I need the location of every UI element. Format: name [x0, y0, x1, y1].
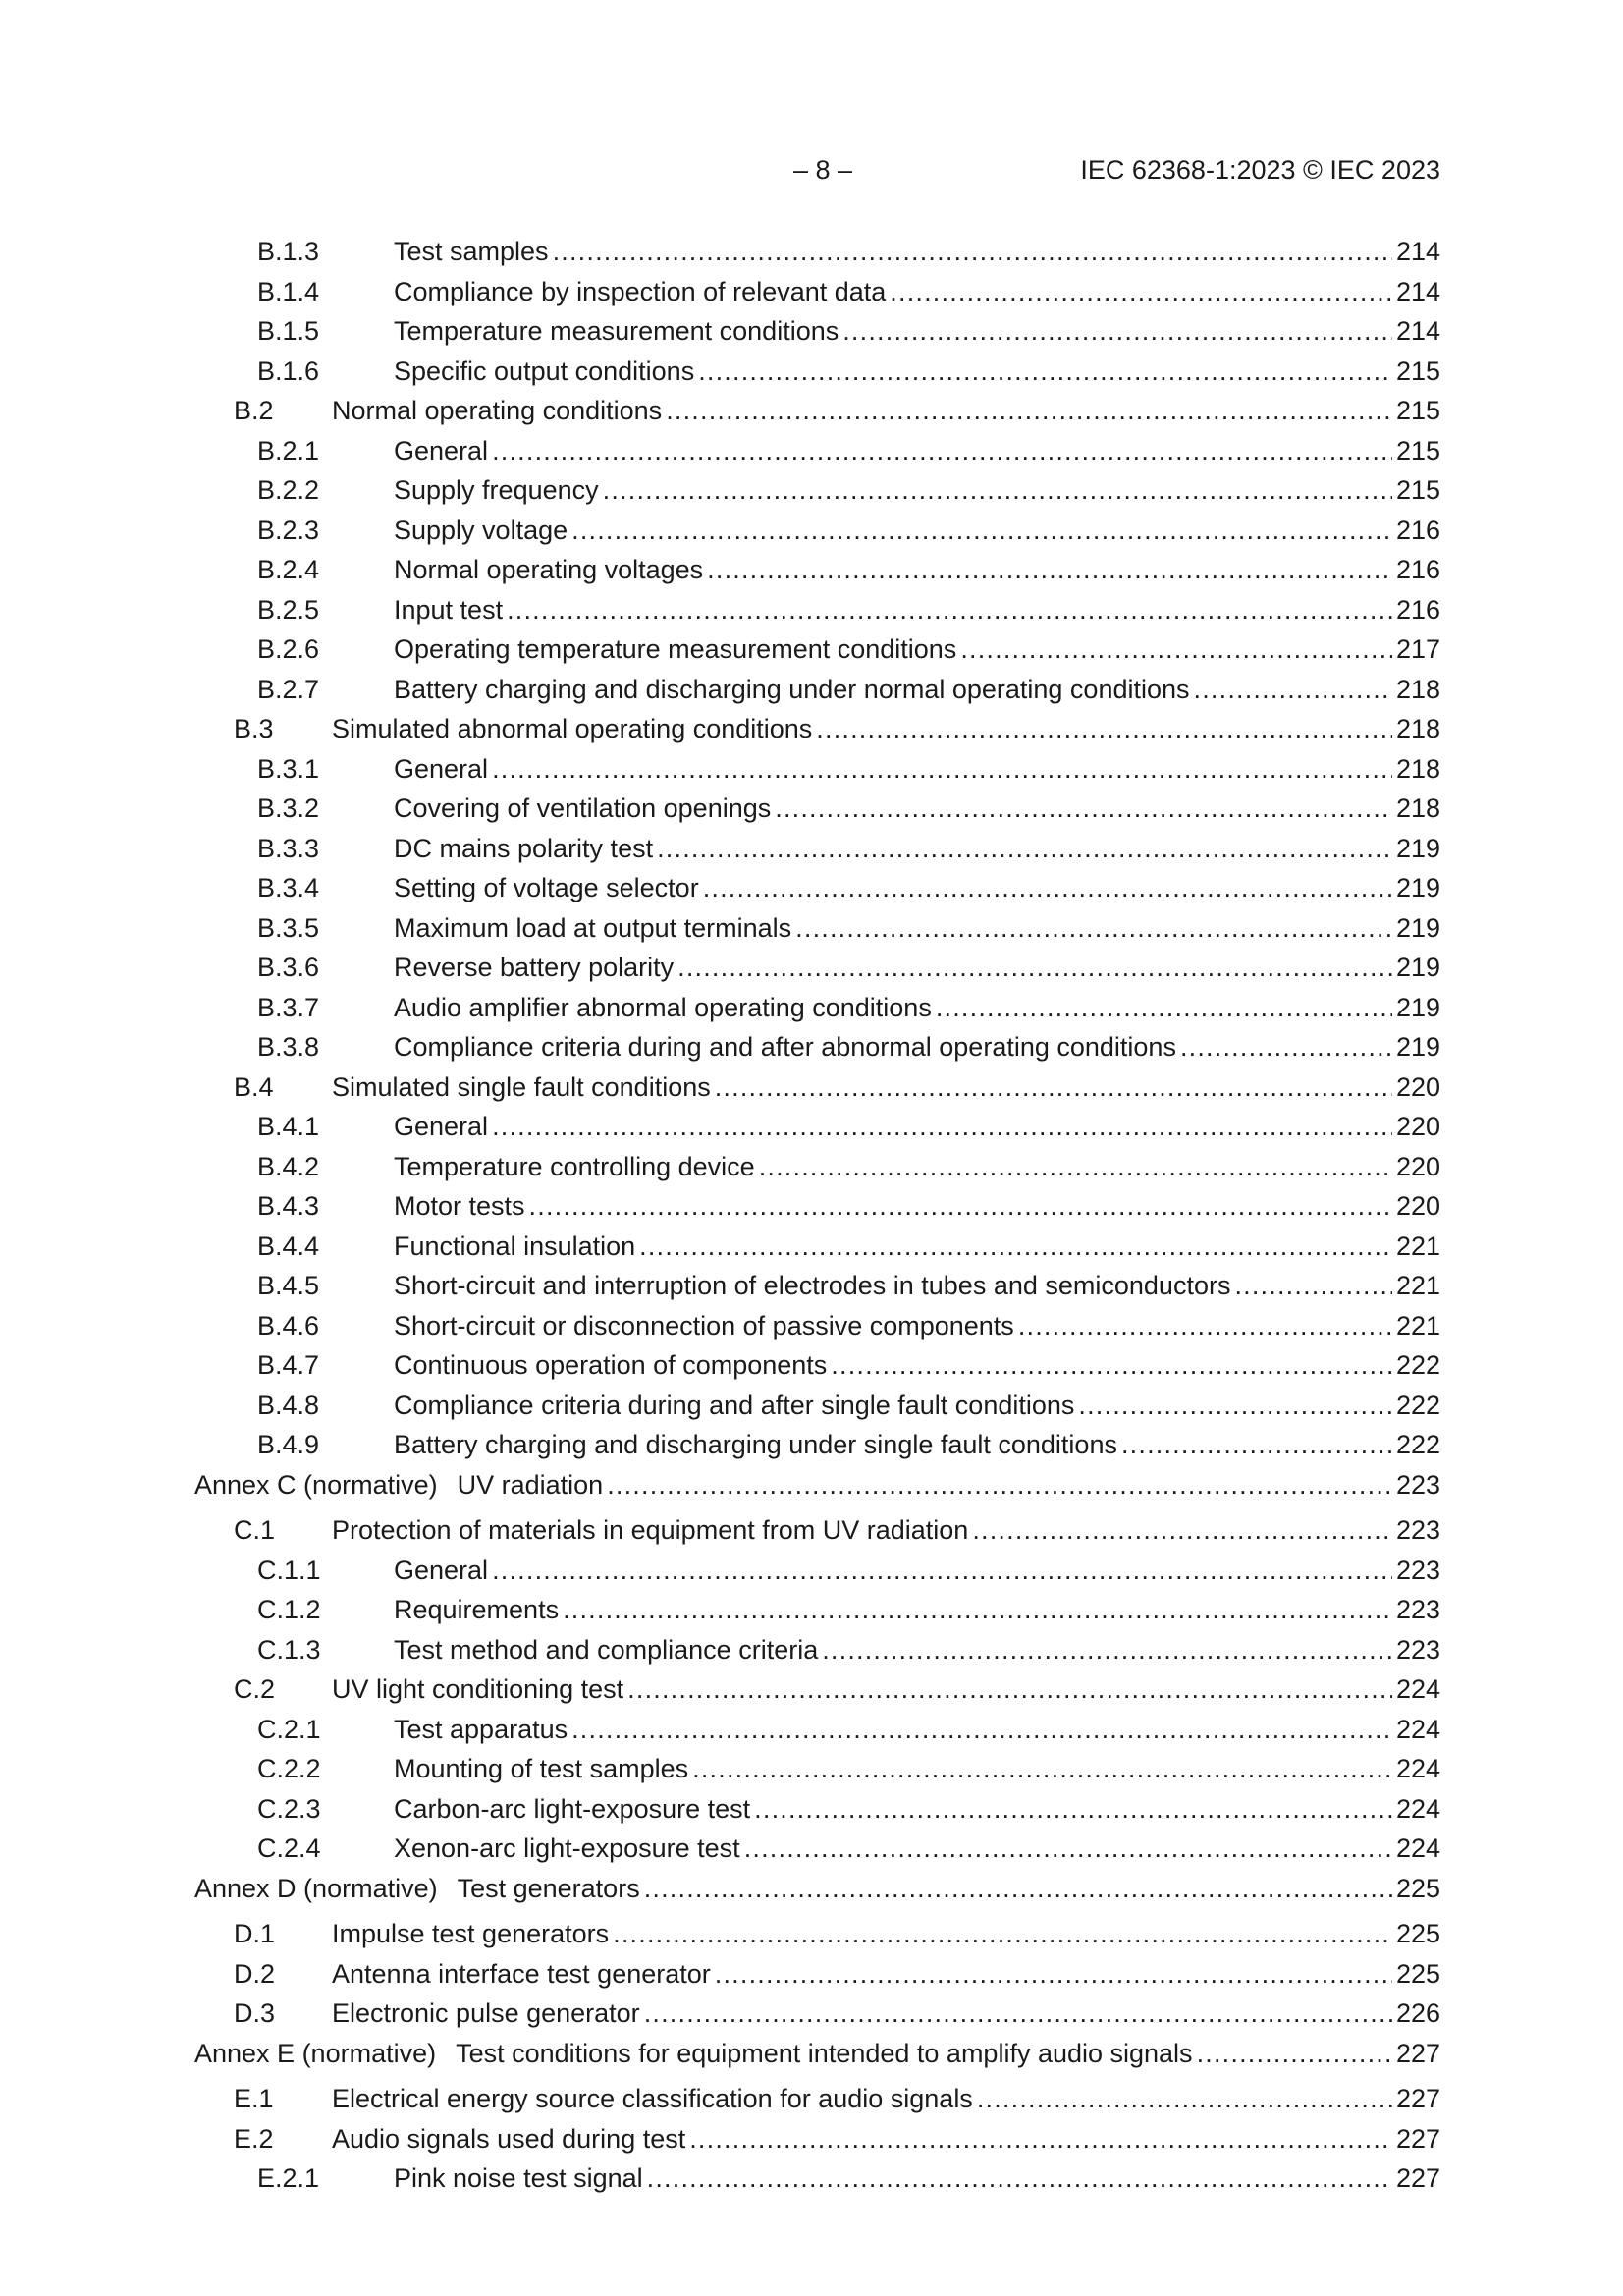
- dot-leader: [689, 2119, 1392, 2159]
- toc-entry-page: 219: [1395, 873, 1440, 902]
- toc-entry-page: 225: [1395, 1958, 1440, 1989]
- toc-entry-title: Impulse test generators: [332, 1919, 610, 1948]
- toc-entry-number: B.4.4: [257, 1230, 320, 1261]
- toc-entry-title: Input test: [394, 594, 504, 625]
- toc-entry-number: B.2.5: [257, 594, 320, 625]
- toc-entry-page: 214: [1395, 316, 1440, 346]
- dot-leader: [603, 470, 1392, 511]
- toc-entry-page: 215: [1395, 435, 1440, 465]
- toc-entry-page: 223: [1395, 1515, 1440, 1545]
- toc-entry-title: General: [394, 1112, 489, 1141]
- toc-entry-page: 216: [1395, 515, 1440, 545]
- toc-entry-number: B.4.1: [257, 1112, 320, 1141]
- dot-leader: [492, 749, 1392, 790]
- toc-entry[interactable]: [0, 1829, 1440, 1869]
- toc-entry[interactable]: [0, 470, 1440, 511]
- toc-entry-number: B.4: [234, 1071, 274, 1102]
- toc-entry-title: Audio amplifier abnormal operating conditions: [394, 992, 932, 1022]
- toc-entry-title: UV light conditioning test: [332, 1674, 624, 1704]
- dot-leader: [644, 1869, 1392, 1909]
- toc-entry[interactable]: [0, 1425, 1440, 1465]
- toc-entry[interactable]: [0, 1669, 1440, 1710]
- toc-entry-page: 218: [1395, 793, 1440, 823]
- toc-entry[interactable]: [0, 1510, 1440, 1551]
- toc-entry-number: C.1.3: [257, 1634, 321, 1665]
- toc-entry-number: B.2.3: [257, 515, 320, 545]
- toc-entry[interactable]: [0, 511, 1440, 551]
- toc-entry-number: E.2.1: [257, 2163, 320, 2193]
- toc-entry[interactable]: [0, 1590, 1440, 1630]
- dot-leader: [816, 709, 1392, 749]
- dot-leader: [936, 988, 1392, 1028]
- dot-leader: [977, 2079, 1392, 2119]
- toc-entry[interactable]: [0, 1266, 1440, 1306]
- toc-entry[interactable]: [0, 749, 1440, 790]
- toc-entry-page: 224: [1395, 1754, 1440, 1783]
- dot-leader: [703, 868, 1392, 908]
- toc-entry[interactable]: [0, 670, 1440, 710]
- toc-entry-number: B.4.3: [257, 1191, 320, 1221]
- toc-entry[interactable]: [0, 868, 1440, 908]
- toc-entry-page: 220: [1395, 1151, 1440, 1181]
- toc-entry-page: 227: [1395, 2084, 1440, 2113]
- dot-leader: [744, 1829, 1392, 1869]
- toc-entry-title: Carbon-arc light-exposure test: [394, 1793, 751, 1824]
- toc-entry[interactable]: [0, 2119, 1440, 2159]
- toc-entry-title: Supply voltage: [394, 515, 568, 545]
- dot-leader: [553, 232, 1392, 272]
- toc-entry-page: 226: [1395, 1998, 1440, 2028]
- toc-entry[interactable]: [0, 1869, 1440, 1909]
- toc-entry-number: B.4.7: [257, 1350, 320, 1380]
- toc-entry[interactable]: [0, 908, 1440, 949]
- toc-entry-page: 225: [1395, 1873, 1440, 1903]
- toc-entry[interactable]: [0, 550, 1440, 590]
- toc-entry-number: B.1.5: [257, 316, 320, 346]
- toc-entry-page: 218: [1395, 753, 1440, 784]
- dot-leader: [492, 1107, 1392, 1147]
- toc-entry-title: Requirements: [394, 1595, 560, 1624]
- toc-entry[interactable]: [0, 629, 1440, 670]
- dot-leader: [692, 1749, 1392, 1789]
- toc-entry-page: 227: [1395, 2163, 1440, 2193]
- toc-entry-title: Temperature controlling device: [394, 1151, 755, 1181]
- toc-entry[interactable]: [0, 2159, 1440, 2199]
- toc-entry-number: C.1.2: [257, 1595, 321, 1624]
- toc-entry-title: General: [394, 435, 489, 465]
- dot-leader: [529, 1186, 1392, 1227]
- toc-entry-number: B.2.7: [257, 674, 320, 704]
- dot-leader: [698, 352, 1392, 392]
- dot-leader: [842, 311, 1392, 352]
- toc-entry-title: Simulated abnormal operating conditions: [332, 714, 813, 743]
- dot-leader: [1234, 1266, 1391, 1306]
- toc-entry-title: Operating temperature measurement conditions: [394, 634, 957, 664]
- toc-entry[interactable]: [0, 948, 1440, 988]
- toc-entry[interactable]: [0, 311, 1440, 352]
- toc-entry[interactable]: [0, 1306, 1440, 1346]
- toc-entry-page: 221: [1395, 1271, 1440, 1300]
- toc-entry-title: Short-circuit or disconnection of passive components: [394, 1310, 1014, 1340]
- toc-entry-page: 219: [1395, 992, 1440, 1022]
- toc-entry-page: 224: [1395, 1833, 1440, 1863]
- toc-entry-page: 215: [1395, 396, 1440, 425]
- toc-entry-title: Normal operating conditions: [332, 396, 663, 425]
- toc-entry-page: 219: [1395, 1032, 1440, 1062]
- toc-entry-number: Annex D (normative): [194, 1873, 438, 1903]
- toc-entry-number: B.2: [234, 396, 274, 425]
- toc-entry-title: Compliance criteria during and after abnormal operating conditions: [394, 1032, 1176, 1062]
- toc-entry-page: 227: [1395, 2038, 1440, 2068]
- dot-leader: [571, 511, 1392, 551]
- toc-entry[interactable]: [0, 1954, 1440, 1995]
- toc-entry-number: B.4.2: [257, 1151, 320, 1181]
- toc-entry-page: 218: [1395, 714, 1440, 743]
- dot-leader: [492, 1551, 1392, 1591]
- toc-entry-title: Specific output conditions: [394, 355, 695, 386]
- toc-entry-title: DC mains polarity test: [394, 833, 654, 863]
- toc-entry-title: Test generators: [457, 1873, 640, 1903]
- dot-leader: [657, 829, 1392, 869]
- page-number: – 8 –: [793, 155, 853, 185]
- toc-entry-number: C.2: [234, 1674, 276, 1704]
- toc-entry-page: 214: [1395, 237, 1440, 266]
- toc-entry-page: 220: [1395, 1071, 1440, 1102]
- toc-entry[interactable]: [0, 709, 1440, 749]
- toc-entry-title: General: [394, 1555, 489, 1585]
- toc-entry-page: 224: [1395, 1674, 1440, 1704]
- toc-entry-page: 215: [1395, 355, 1440, 386]
- toc-entry-number: B.3.4: [257, 873, 320, 902]
- toc-entry-number: B.3.1: [257, 753, 320, 784]
- toc-entry-number: B.3.3: [257, 833, 320, 863]
- toc-entry[interactable]: [0, 789, 1440, 829]
- dot-leader: [1180, 1027, 1392, 1067]
- toc-entry[interactable]: [0, 829, 1440, 869]
- toc-entry-page: 219: [1395, 953, 1440, 982]
- toc-entry-title: Electronic pulse generator: [332, 1998, 640, 2028]
- dot-leader: [890, 272, 1392, 312]
- toc-entry-number: B.3.7: [257, 992, 320, 1022]
- toc-entry-page: 223: [1395, 1469, 1440, 1500]
- dot-leader: [759, 1147, 1392, 1187]
- dot-leader: [677, 948, 1392, 988]
- toc-entry[interactable]: [0, 2034, 1440, 2074]
- toc-entry-number: B.3.8: [257, 1032, 320, 1062]
- toc-entry-title: UV radiation: [457, 1469, 604, 1500]
- toc-entry-title: Test samples: [394, 237, 549, 266]
- dot-leader: [775, 789, 1392, 829]
- toc-entry-title: Electrical energy source classification for audio signals: [332, 2084, 973, 2113]
- toc-entry-page: 224: [1395, 1714, 1440, 1744]
- toc-entry-number: B.1.4: [257, 276, 320, 306]
- dot-leader: [507, 590, 1392, 630]
- toc-entry-page: 219: [1395, 833, 1440, 863]
- toc-entry[interactable]: [0, 1465, 1440, 1505]
- toc-entry-title: Antenna interface test generator: [332, 1958, 711, 1989]
- dot-leader: [822, 1630, 1392, 1670]
- page-header: [0, 155, 1623, 194]
- toc-entry-page: 218: [1395, 674, 1440, 704]
- toc-entry[interactable]: [0, 1107, 1440, 1147]
- toc-entry-number: C.1.1: [257, 1555, 321, 1585]
- toc-entry-page: 223: [1395, 1595, 1440, 1624]
- toc-entry-number: B.2.2: [257, 475, 320, 505]
- toc-entry[interactable]: [0, 391, 1440, 431]
- dot-leader: [1121, 1425, 1392, 1465]
- toc-entry-page: 227: [1395, 2123, 1440, 2154]
- toc-entry-number: B.2.6: [257, 634, 320, 664]
- toc-entry-title: Functional insulation: [394, 1230, 636, 1261]
- toc-entry-page: 217: [1395, 634, 1440, 664]
- toc-entry-number: Annex C (normative): [194, 1469, 438, 1500]
- toc-entry-number: B.4.8: [257, 1390, 320, 1420]
- toc-entry[interactable]: [0, 1386, 1440, 1426]
- toc-entry-title: Battery charging and discharging under single fault conditions: [394, 1430, 1117, 1459]
- dot-leader: [972, 1510, 1392, 1551]
- toc-entry-title: Test conditions for equipment intended to amplify audio signals: [456, 2038, 1193, 2068]
- toc-entry-title: Motor tests: [394, 1191, 525, 1221]
- toc-entry-page: 216: [1395, 594, 1440, 625]
- toc-entry-title: Maximum load at output terminals: [394, 912, 792, 943]
- toc-entry[interactable]: [0, 988, 1440, 1028]
- dot-leader: [707, 550, 1392, 590]
- dot-leader: [795, 908, 1392, 949]
- toc-entry-number: D.2: [234, 1958, 276, 1989]
- dot-leader: [647, 2159, 1392, 2199]
- toc-entry-number: B.4.6: [257, 1310, 320, 1340]
- toc-entry[interactable]: [0, 1147, 1440, 1187]
- toc-entry-title: Protection of materials in equipment from UV radiation: [332, 1515, 969, 1545]
- toc-entry-number: D.1: [234, 1919, 276, 1948]
- dot-leader: [1194, 670, 1392, 710]
- toc-entry-number: C.2.3: [257, 1793, 321, 1824]
- toc-entry-title: Xenon-arc light-exposure test: [394, 1833, 740, 1863]
- toc-entry-page: 224: [1395, 1793, 1440, 1824]
- toc-entry-page: 225: [1395, 1919, 1440, 1948]
- dot-leader: [627, 1669, 1392, 1710]
- toc-entry-title: General: [394, 753, 489, 784]
- toc-entry-title: Normal operating voltages: [394, 555, 704, 584]
- toc-entry[interactable]: [0, 1914, 1440, 1954]
- toc-entry-number: B.3.5: [257, 912, 320, 943]
- toc-entry-title: Audio signals used during test: [332, 2123, 686, 2154]
- toc-entry[interactable]: [0, 1749, 1440, 1789]
- toc-entry-title: Setting of voltage selector: [394, 873, 699, 902]
- toc-entry[interactable]: [0, 352, 1440, 392]
- toc-entry-number: B.1.3: [257, 237, 320, 266]
- toc-entry-title: Temperature measurement conditions: [394, 316, 839, 346]
- toc-entry-page: 222: [1395, 1390, 1440, 1420]
- dot-leader: [1018, 1306, 1392, 1346]
- toc-entry-number: C.2.2: [257, 1754, 321, 1783]
- toc-entry-page: 216: [1395, 555, 1440, 584]
- dot-leader: [563, 1590, 1392, 1630]
- dot-leader: [960, 629, 1392, 670]
- toc-entry-number: B.2.4: [257, 555, 320, 584]
- dot-leader: [639, 1227, 1392, 1267]
- toc-entry-page: 214: [1395, 276, 1440, 306]
- dot-leader: [1078, 1386, 1392, 1426]
- toc-entry-number: B.3.6: [257, 953, 320, 982]
- toc-entry-page: 221: [1395, 1230, 1440, 1261]
- toc-entry-title: Simulated single fault conditions: [332, 1071, 711, 1102]
- toc-entry-page: 223: [1395, 1634, 1440, 1665]
- toc-entry[interactable]: [0, 1345, 1440, 1386]
- toc-entry-page: 220: [1395, 1191, 1440, 1221]
- dot-leader: [754, 1789, 1392, 1830]
- toc-entry[interactable]: [0, 2079, 1440, 2119]
- toc-entry-page: 221: [1395, 1310, 1440, 1340]
- toc-entry-title: Covering of ventilation openings: [394, 793, 772, 823]
- toc-entry[interactable]: [0, 1227, 1440, 1267]
- toc-entry-title: Reverse battery polarity: [394, 953, 675, 982]
- toc-entry[interactable]: [0, 1994, 1440, 2034]
- dot-leader: [715, 1067, 1392, 1108]
- dot-leader: [666, 391, 1392, 431]
- dot-leader: [831, 1345, 1392, 1386]
- toc-entry-page: 219: [1395, 912, 1440, 943]
- toc-entry-number: Annex E (normative): [194, 2038, 437, 2068]
- toc-entry-number: B.2.1: [257, 435, 320, 465]
- toc-entry[interactable]: [0, 1551, 1440, 1591]
- dot-leader: [613, 1914, 1392, 1954]
- toc-entry[interactable]: [0, 1630, 1440, 1670]
- toc-entry-title: Mounting of test samples: [394, 1754, 689, 1783]
- toc-entry-number: C.1: [234, 1515, 276, 1545]
- toc-entry[interactable]: [0, 1027, 1440, 1067]
- toc-entry-title: Supply frequency: [394, 475, 599, 505]
- toc-entry-number: E.2: [234, 2123, 274, 2154]
- document-id: IEC 62368-1:2023 © IEC 2023: [1080, 155, 1440, 185]
- toc-entry-number: E.1: [234, 2084, 274, 2113]
- dot-leader: [607, 1465, 1392, 1505]
- toc-entry-page: 222: [1395, 1430, 1440, 1459]
- toc-entry-number: B.1.6: [257, 355, 320, 386]
- dot-leader: [1197, 2034, 1392, 2074]
- toc-entry-title: Test apparatus: [394, 1714, 568, 1744]
- toc-entry[interactable]: [0, 232, 1440, 272]
- toc-entry-title: Short-circuit and interruption of electrodes in tubes and semiconductors: [394, 1271, 1231, 1300]
- toc-entry-number: C.2.4: [257, 1833, 321, 1863]
- dot-leader: [571, 1710, 1392, 1750]
- toc-entry[interactable]: [0, 590, 1440, 630]
- toc-entry-page: 215: [1395, 475, 1440, 505]
- toc-entry-number: C.2.1: [257, 1714, 321, 1744]
- toc-entry-title: Compliance by inspection of relevant data: [394, 276, 887, 306]
- table-of-contents: [0, 232, 1623, 2199]
- toc-entry-page: 223: [1395, 1555, 1440, 1585]
- dot-leader: [644, 1994, 1392, 2034]
- toc-entry[interactable]: [0, 1067, 1440, 1108]
- dot-leader: [492, 431, 1392, 471]
- toc-entry[interactable]: [0, 1789, 1440, 1830]
- toc-entry-number: B.3: [234, 714, 274, 743]
- toc-entry[interactable]: [0, 272, 1440, 312]
- toc-entry-number: D.3: [234, 1998, 276, 2028]
- toc-entry-title: Pink noise test signal: [394, 2163, 643, 2193]
- toc-entry-number: B.4.5: [257, 1271, 320, 1300]
- toc-entry-page: 220: [1395, 1112, 1440, 1141]
- toc-entry-title: Compliance criteria during and after single fault conditions: [394, 1390, 1075, 1420]
- toc-entry-title: Test method and compliance criteria: [394, 1634, 819, 1665]
- toc-entry-title: Continuous operation of components: [394, 1350, 828, 1380]
- toc-entry[interactable]: [0, 1710, 1440, 1750]
- toc-entry[interactable]: [0, 431, 1440, 471]
- toc-entry-number: B.4.9: [257, 1430, 320, 1459]
- dot-leader: [715, 1954, 1392, 1995]
- toc-entry[interactable]: [0, 1186, 1440, 1227]
- toc-entry-title: Battery charging and discharging under normal operating conditions: [394, 674, 1190, 704]
- toc-entry-number: B.3.2: [257, 793, 320, 823]
- toc-entry-page: 222: [1395, 1350, 1440, 1380]
